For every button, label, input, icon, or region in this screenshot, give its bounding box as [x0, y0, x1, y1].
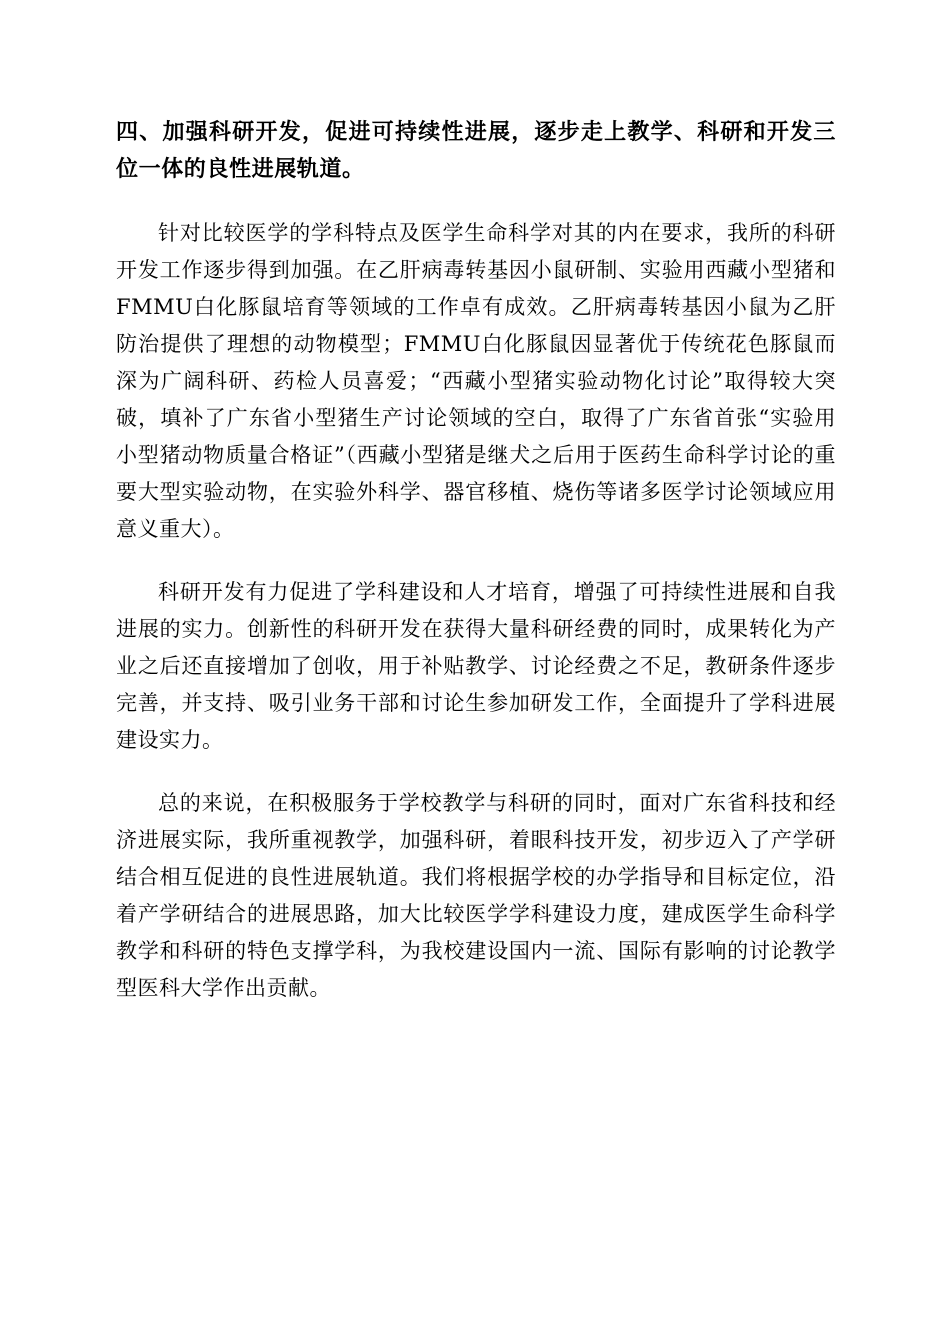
document-body — [116, 114, 836, 1007]
section-heading: 四、加强科研开发，促进可持续性进展，逐步走上教学、科研和开发三位一体的良性进展轨道。 — [116, 120, 836, 182]
paragraph-summary: 总的来说，在积极服务于学校教学与科研的同时，面对广东省科技和经济进展实际，我所重视教学，加强科研，着眼科技开发，初步迈入了产学研结合相互促进的良性进展轨道。我们将根据学校的办学指导和目标定位，沿着产学研结合的进展思路，加大比较医学学科建设力度，建成医学生命科学教学和科研的特色支撑学科，为我校建设国内一流、国际有影响的讨论教学型医科大学作出贡献。 — [116, 791, 836, 1000]
paragraph-discipline-building: 科研开发有力促进了学科建设和人才培育，增强了可持续性进展和自我进展的实力。创新性的科研开发在获得大量科研经费的同时，成果转化为产业之后还直接增加了创收，用于补贴教学、讨论经费之不足，教研条件逐步完善，并支持、吸引业务干部和讨论生参加研发工作，全面提升了学科进展建设实力。 — [116, 580, 836, 752]
paragraph-research-development: 针对比较医学的学科特点及医学生命科学对其的内在要求，我所的科研开发工作逐步得到加强。在乙肝病毒转基因小鼠研制、实验用西藏小型猪和FMMU白化豚鼠培育等领域的工作卓有成效。乙肝病毒转基因小鼠为乙肝防治提供了理想的动物模型；FMMU白化豚鼠因显著优于传统花色豚鼠而深为广阔科研、药检人员喜爱；“西藏小型猪实验动物化讨论”取得较大突破，填补了广东省小型猪生产讨论领域的空白，取得了广东省首张“实验用小型猪动物质量合格证”（西藏小型猪是继犬之后用于医药生命科学讨论的重要大型实验动物，在实验外科学、器官移植、烧伤等诸多医学讨论领域应用意义重大）。 — [116, 221, 836, 541]
